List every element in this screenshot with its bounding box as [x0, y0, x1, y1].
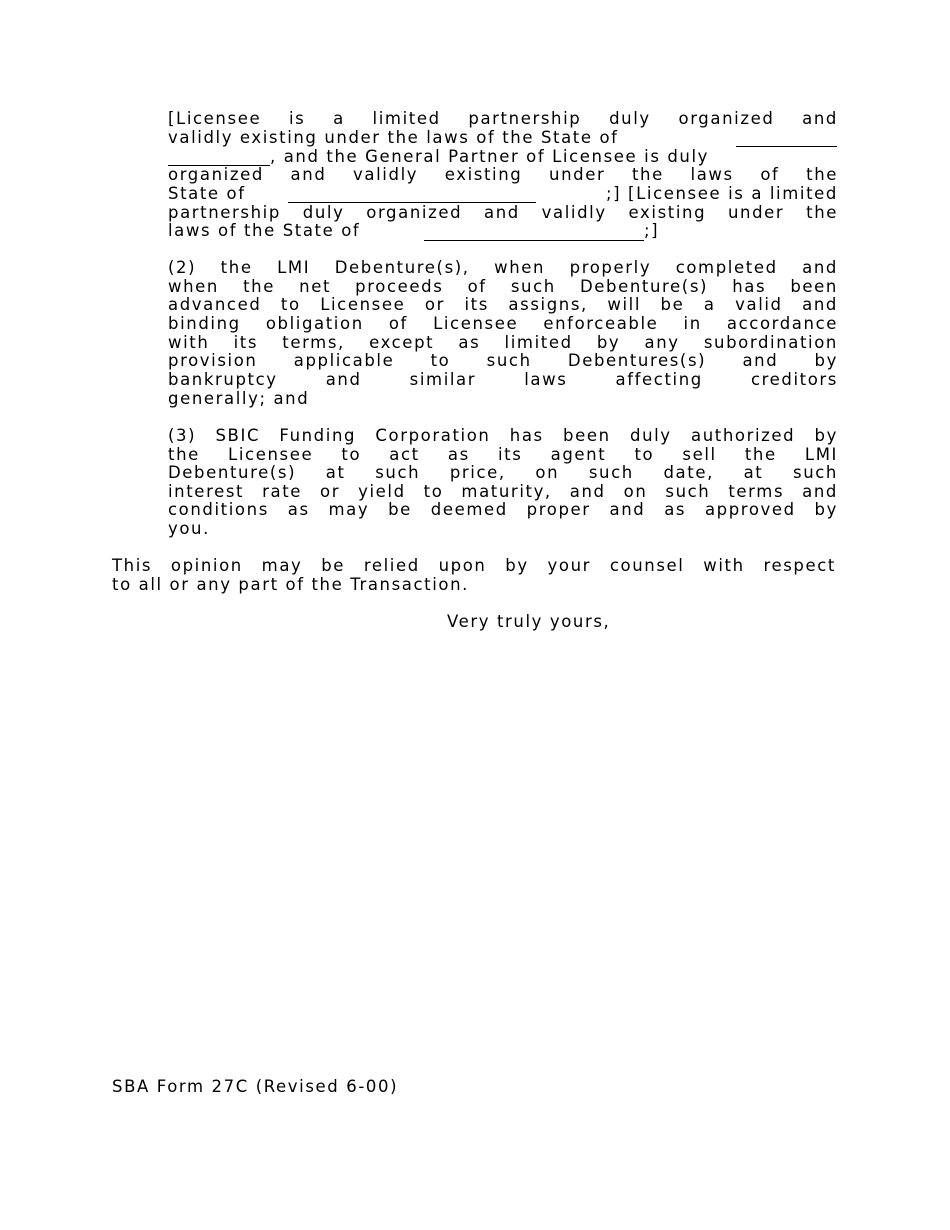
- para3-line: conditions as may be deemed proper and as approved by: [168, 500, 838, 519]
- state-blank-3: [424, 240, 644, 241]
- para3-line: the Licensee to act as its agent to sell the LMI: [168, 445, 838, 464]
- signoff: Very truly yours,: [447, 612, 611, 631]
- para2-line: (2) the LMI Debenture(s), when properly completed and: [168, 258, 838, 277]
- para3-line: (3) SBIC Funding Corporation has been duly authorized by: [168, 426, 838, 445]
- para1-line5-end: ;] [Licensee is a limited: [606, 184, 838, 203]
- state-blank-1: [736, 146, 837, 147]
- form-footer: SBA Form 27C (Revised 6-00): [112, 1077, 399, 1096]
- para1-line6: partnership duly organized and validly existing under the: [168, 203, 838, 222]
- para2-line: generally; and: [168, 389, 310, 408]
- para2-line: with its terms, except as limited by any subordination: [168, 333, 838, 352]
- para2-line: bankruptcy and similar laws affecting creditors: [168, 370, 838, 389]
- para1-line5-start: State of: [168, 184, 246, 203]
- para2-line: binding obligation of Licensee enforceable in accordance: [168, 314, 838, 333]
- para1-line4: organized and validly existing under the laws of the: [168, 165, 838, 184]
- closing-line1: This opinion may be relied upon by your counsel with respect: [112, 556, 836, 575]
- para1-line3: , and the General Partner of Licensee is duly: [270, 147, 710, 166]
- para1-line1: [Licensee is a limited partnership duly organized and: [168, 109, 838, 128]
- closing-line2: to all or any part of the Transaction.: [112, 575, 470, 594]
- para3-line: you.: [168, 519, 210, 538]
- para3-line: Debenture(s) at such price, on such date, at such: [168, 463, 838, 482]
- para2-line: provision applicable to such Debentures(s) and by: [168, 351, 838, 370]
- para1-line7-end: ;]: [644, 221, 660, 240]
- para2-line: when the net proceeds of such Debenture(s) has been: [168, 277, 838, 296]
- para1-line2: validly existing under the laws of the State of: [168, 128, 619, 147]
- para2-line: advanced to Licensee or its assigns, will be a valid and: [168, 295, 838, 314]
- para3-line: interest rate or yield to maturity, and on such terms and: [168, 482, 838, 501]
- para1-line7-start: laws of the State of: [168, 221, 361, 240]
